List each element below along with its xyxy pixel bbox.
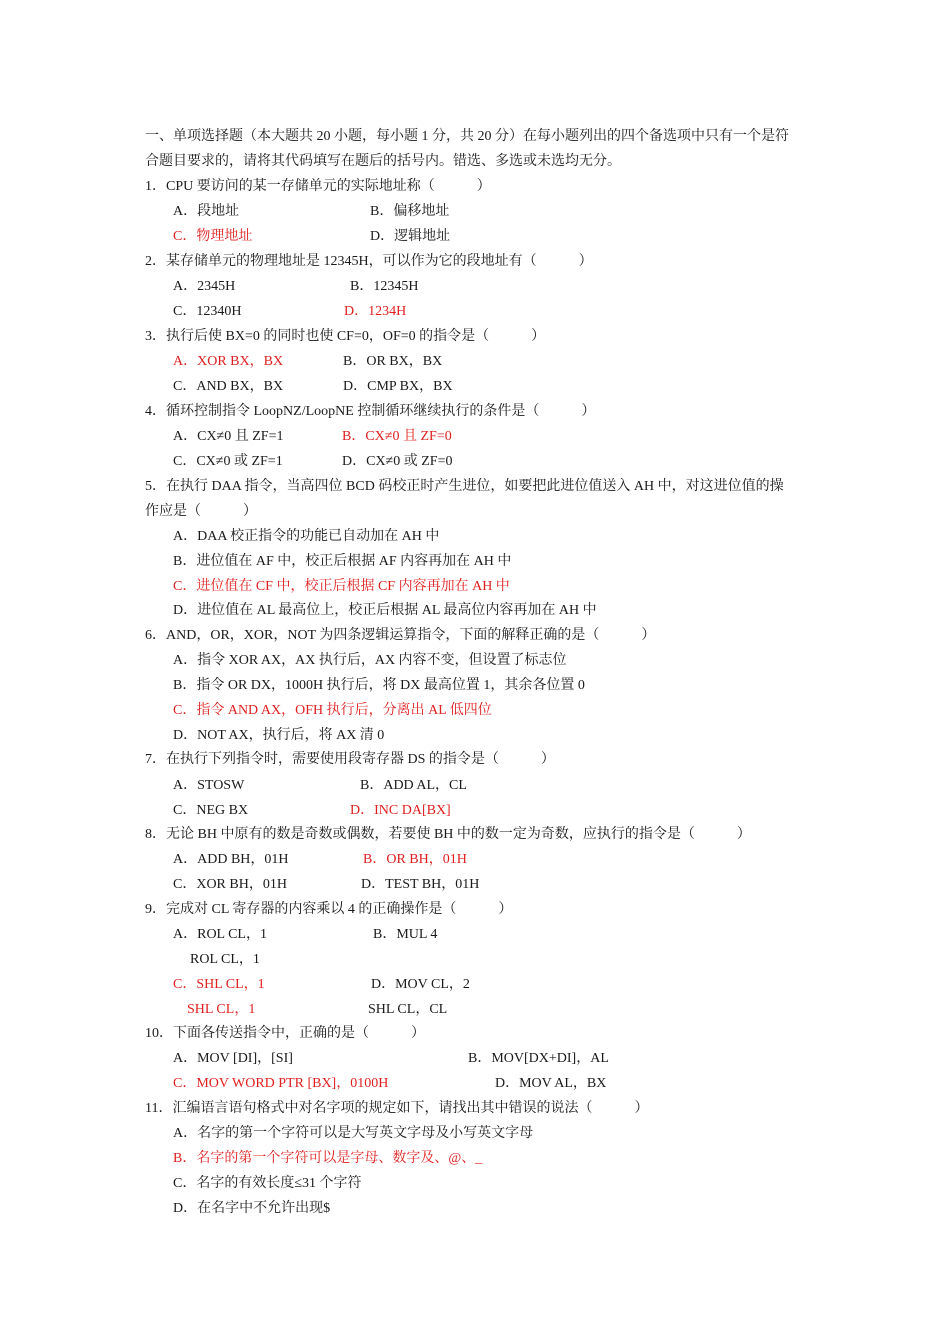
question-7-option-a: A．STOSW (173, 778, 245, 793)
question-9-option-d: D．MOV CL，2 (371, 977, 470, 992)
question-3-stem: 3．执行后使 BX=0 的同时也使 CF=0，OF=0 的指令是（ ） (145, 329, 546, 344)
question-11-option-b: B．名字的第一个字符可以是字母、数字及、@、_ (173, 1151, 483, 1166)
question-9-option-d-line-2: SHL CL，CL (368, 1002, 448, 1017)
question-6-option-a: A．指令 XOR AX，AX 执行后，AX 内容不变，但设置了标志位 (173, 653, 567, 668)
question-4-option-c: C．CX≠0 或 ZF=1 (173, 454, 283, 469)
question-9-option-c: C．SHL CL，1 (173, 977, 265, 992)
question-8-option-c: C．XOR BH，01H (173, 877, 287, 892)
question-1-stem: 1．CPU 要访问的某一存储单元的实际地址称（ ） (145, 179, 491, 194)
question-3-option-a: A．XOR BX，BX (173, 354, 284, 369)
question-6-option-c: C．指令 AND AX，OFH 执行后，分离出 AL 低四位 (173, 703, 492, 718)
question-4-stem: 4．循环控制指令 LoopNZ/LoopNE 控制循环继续执行的条件是（ ） (145, 404, 596, 419)
question-1-option-a: A．段地址 (173, 204, 240, 219)
question-7-option-d: D．INC DA[BX] (350, 803, 451, 818)
question-11-option-d: D．在名字中不允许出现$ (173, 1201, 331, 1216)
question-7-option-b: B．ADD AL，CL (360, 778, 467, 793)
question-2-stem: 2．某存储单元的物理地址是 12345H，可以作为它的段地址有（ ） (145, 254, 593, 269)
question-8-option-a: A．ADD BH，01H (173, 852, 289, 867)
question-9-option-a: A．ROL CL，1 (173, 927, 267, 942)
question-2-option-c: C．12340H (173, 304, 242, 319)
question-10-option-c: C．MOV WORD PTR [BX]，0100H (173, 1076, 389, 1091)
question-3-option-b: B．OR BX，BX (343, 354, 443, 369)
question-10-option-d: D．MOV AL，BX (495, 1076, 607, 1091)
question-9-option-c-line-2: SHL CL，1 (187, 1002, 256, 1017)
question-8-option-b: B．OR BH，01H (363, 852, 467, 867)
question-5-option-d: D．进位值在 AL 最高位上，校正后根据 AL 最高位内容再加在 AH 中 (173, 603, 597, 618)
question-9-option-b: B．MUL 4 (373, 927, 438, 942)
question-8-stem: 8．无论 BH 中原有的数是奇数或偶数，若要使 BH 中的数一定为奇数，应执行的指令是（ ） (145, 827, 751, 842)
question-6-option-d: D．NOT AX，执行后，将 AX 清 0 (173, 728, 385, 743)
question-6-stem: 6．AND，OR，XOR，NOT 为四条逻辑运算指令，下面的解释正确的是（ ） (145, 628, 656, 643)
question-9-stem: 9．完成对 CL 寄存器的内容乘以 4 的正确操作是（ ） (145, 902, 513, 917)
question-5-option-c: C．进位值在 CF 中，校正后根据 CF 内容再加在 AH 中 (173, 579, 510, 594)
question-5-stem-line-1: 5．在执行 DAA 指令，当高四位 BCD 码校正时产生进位，如要把此进位值送入 AH 中，对这进位值的操 (145, 479, 784, 494)
question-4-option-d: D．CX≠0 或 ZF=0 (342, 454, 453, 469)
question-2-option-d: D．1234H (344, 304, 407, 319)
question-3-option-c: C．AND BX，BX (173, 379, 284, 394)
question-5-option-b: B．进位值在 AF 中，校正后根据 AF 内容再加在 AH 中 (173, 554, 512, 569)
question-4-option-a: A．CX≠0 且 ZF=1 (173, 429, 284, 444)
question-6-option-b: B．指令 OR DX，1000H 执行后，将 DX 最高位置 1，其余各位置 0 (173, 678, 585, 693)
question-7-option-c: C．NEG BX (173, 803, 249, 818)
question-8-option-d: D．TEST BH，01H (361, 877, 480, 892)
question-1-option-b: B．偏移地址 (370, 204, 450, 219)
question-10-option-a: A．MOV [DI]，[SI] (173, 1051, 293, 1066)
question-11-stem: 11．汇编语言语句格式中对名字项的规定如下，请找出其中错误的说法（ ） (145, 1101, 649, 1116)
question-9-option-a-line-2: ROL CL，1 (190, 952, 260, 967)
question-7-stem: 7．在执行下列指令时，需要使用段寄存器 DS 的指令是（ ） (145, 752, 555, 767)
question-11-option-a: A．名字的第一个字符可以是大写英文字母及小写英文字母 (173, 1126, 534, 1141)
section-intro-line-1: 一、单项选择题（本大题共 20 小题，每小题 1 分，共 20 分）在每小题列出的四个备选项中只有一个是符 (145, 129, 789, 144)
question-10-stem: 10．下面各传送指令中，正确的是（ ） (145, 1026, 425, 1041)
section-intro-line-2: 合题目要求的，请将其代码填写在题后的括号内。错选、多选或未选均无分。 (145, 154, 621, 169)
question-1-option-d: D．逻辑地址 (370, 229, 451, 244)
question-1-option-c: C．物理地址 (173, 229, 253, 244)
question-4-option-b: B．CX≠0 且 ZF=0 (342, 429, 452, 444)
question-3-option-d: D．CMP BX，BX (343, 379, 453, 394)
question-5-stem-line-2: 作应是（ ） (145, 504, 257, 519)
question-10-option-b: B．MOV[DX+DI]，AL (468, 1051, 609, 1066)
question-2-option-a: A．2345H (173, 279, 236, 294)
question-5-option-a: A．DAA 校正指令的功能已自动加在 AH 中 (173, 529, 440, 544)
question-11-option-c: C．名字的有效长度≤31 个字符 (173, 1176, 362, 1191)
question-2-option-b: B．12345H (350, 279, 419, 294)
